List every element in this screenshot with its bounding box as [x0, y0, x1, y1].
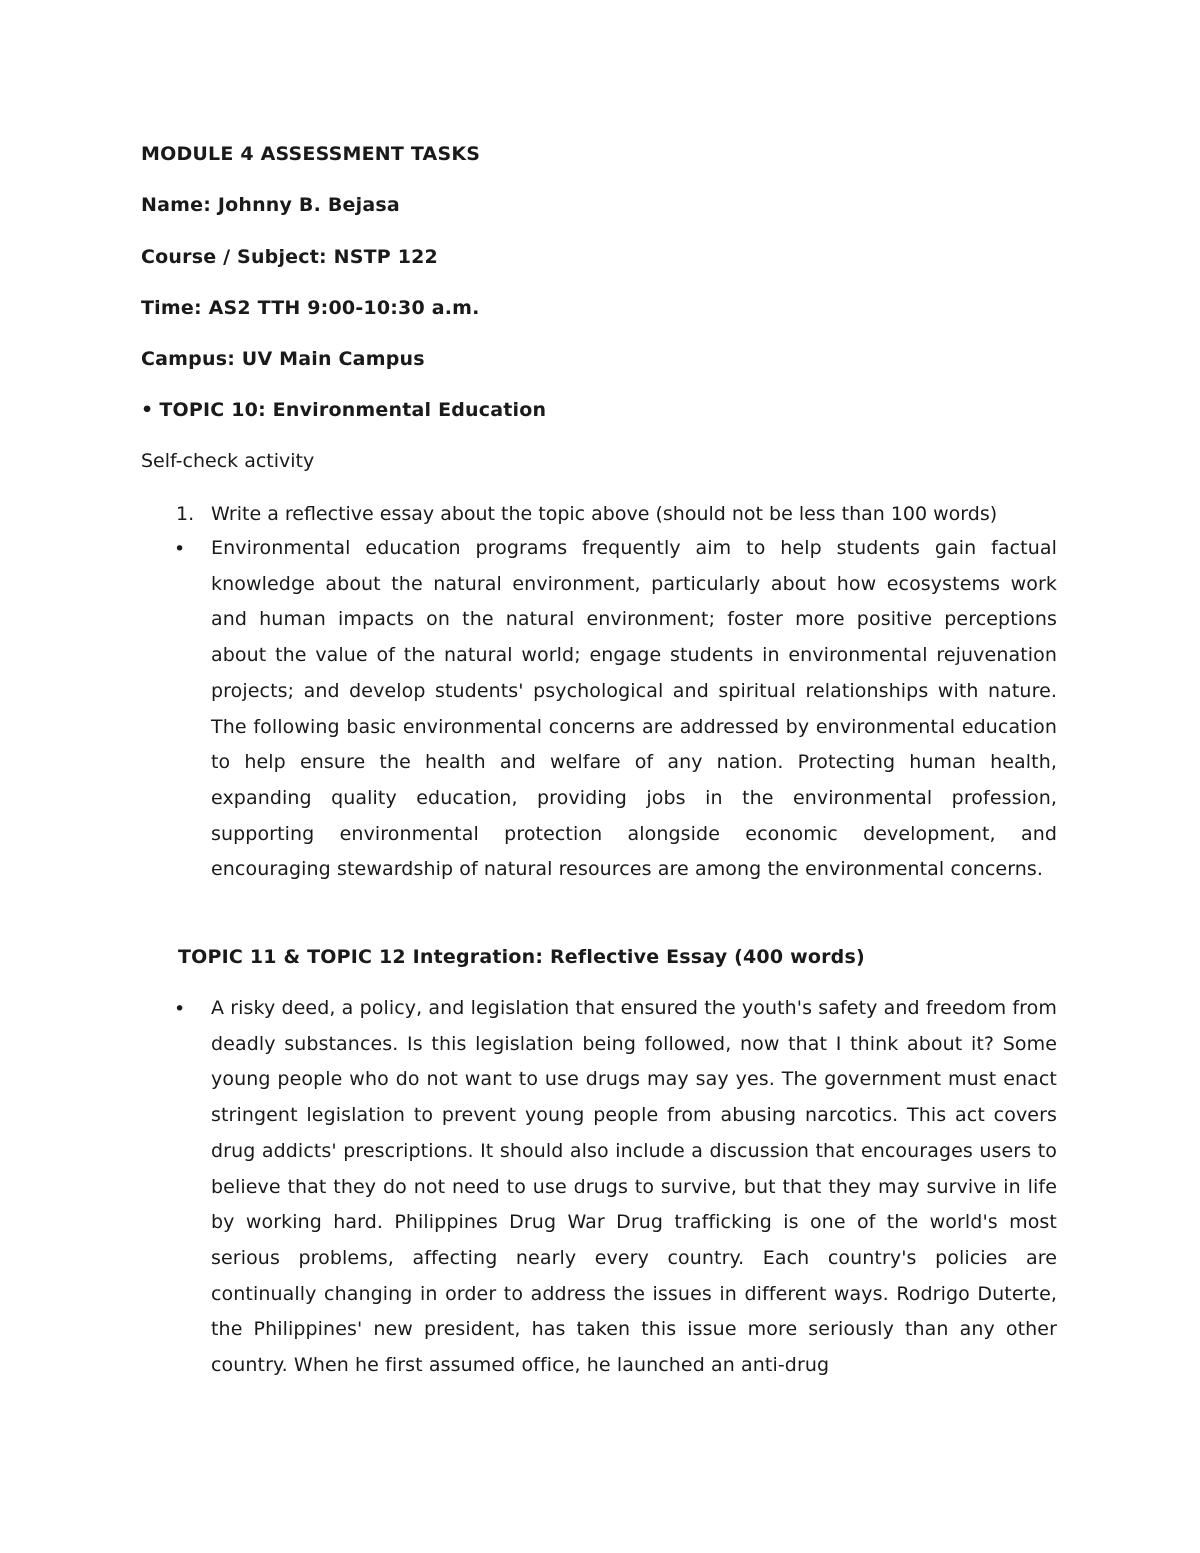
campus: Campus: UV Main Campus: [141, 348, 425, 370]
self-check-label: Self-check activity: [141, 450, 315, 472]
topic11-12-heading: TOPIC 11 & TOPIC 12 Integration: Reflective Essay (400 words): [178, 946, 865, 968]
list-item-instruction: Write a reflective essay about the topic above (should not be less than 100 words): [211, 503, 998, 525]
topic10-heading-line: [141, 398, 546, 422]
list-item-number: 1.: [176, 503, 195, 525]
topic10-bullet: •: [141, 399, 154, 421]
class-time: Time: AS2 TTH 9:00-10:30 a.m.: [141, 297, 480, 319]
essay-bullet: •: [174, 538, 186, 560]
topic11-12-essay-paragraph: A risky deed, a policy, and legislation that ensured the youth's safety and freedom from deadly substances. Is this legislation being followed, now that I think about it? Some young people who do not want to use drugs may say yes. The government must enact stringent legislation to prevent young people from abusing narcotics. This act covers drug addicts' prescriptions. It should also include a discussion that encourages users to believe that they do not need to use drugs to survive, but that they may survive in life by working hard. Philippines Drug War Drug trafficking is one of the world's most serious problems, affecting nearly every country. Each country's policies are continually changing in order to address the issues in different ways. Rodrigo Duterte, the Philippines' new president, has taken this issue more seriously than any other country. When he first assumed office, he launched an anti-drug: [211, 997, 1057, 1377]
topic10-essay-paragraph: Environmental education programs frequently aim to help students gain factual knowledge about the natural environment, particularly about how ecosystems work and human impacts on the natural environment; foster more positive perceptions about the value of the natural world; engage students in environmental rejuvenation projects; and develop students' psychological and spiritual relationships with nature. The following basic environmental concerns are addressed by environmental education to help ensure the health and welfare of any nation. Protecting human health, expanding quality education, providing jobs in the environmental profession, supporting environmental protection alongside economic development, and encouraging stewardship of natural resources are among the environmental concerns.: [211, 537, 1057, 881]
course-subject: Course / Subject: NSTP 122: [141, 246, 438, 268]
module-title: MODULE 4 ASSESSMENT TASKS: [141, 143, 481, 165]
student-name: Name: Johnny B. Bejasa: [141, 194, 400, 216]
essay-bullet: •: [174, 998, 186, 1020]
topic10-heading: TOPIC 10: Environmental Education: [159, 399, 547, 421]
